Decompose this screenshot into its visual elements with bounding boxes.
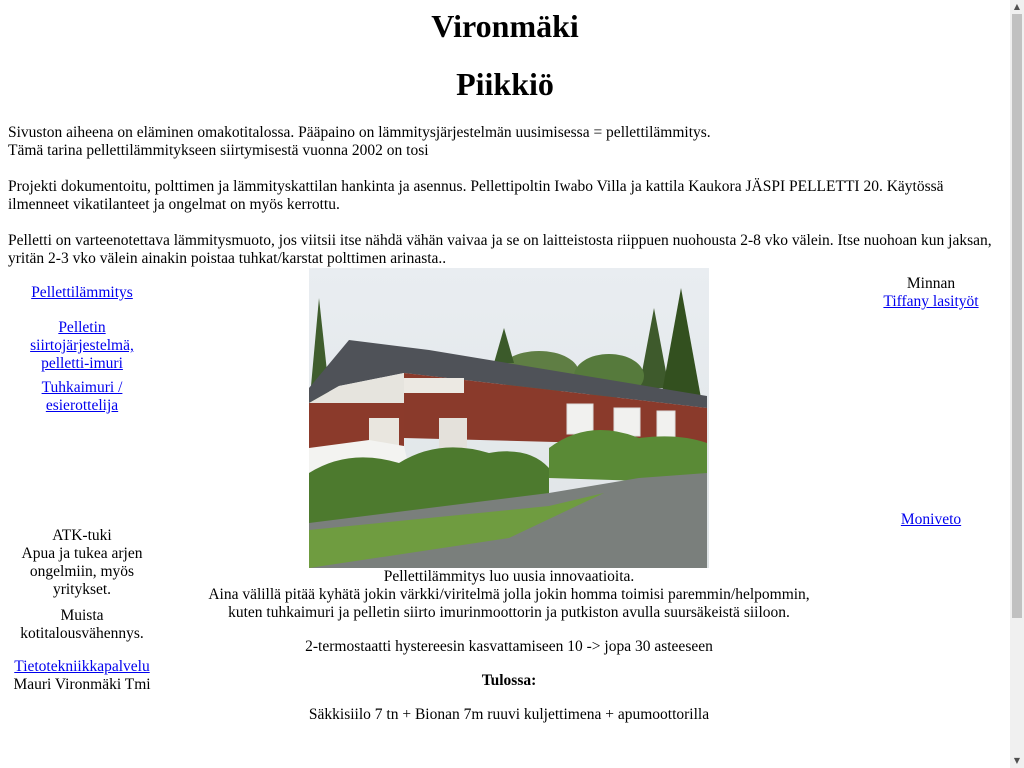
house-photo (309, 268, 709, 568)
link-tiffany-lasityot[interactable]: Tiffany lasityöt (883, 293, 979, 310)
minnan-label: Minnan (906, 275, 956, 292)
intro-text (8, 124, 1003, 286)
left-sidebar (8, 284, 156, 694)
scrollbar-thumb[interactable] (1012, 14, 1022, 618)
photo-caption: Pellettilämmitys luo uusia innovaatioita. (383, 568, 635, 585)
company-name: Mauri Vironmäki Tmi (13, 676, 151, 693)
center-column (200, 268, 818, 724)
intro-line-1: Sivuston aiheena on eläminen omakotitalossa. Pääpaino on lämmitysjärjestelmän uusimisessa = pellettilämmitys. (8, 124, 711, 141)
kotitalousvahennys-note: Muista kotitalousvähennys. (20, 607, 144, 642)
scroll-down-arrow-icon[interactable]: ▼ (1013, 756, 1021, 765)
thermostat-text: 2-termostaatti hystereesin kasvattamiseen 10 -> jopa 30 asteeseen (305, 638, 713, 655)
link-pellettilammitys[interactable]: Pellettilämmitys (31, 284, 133, 301)
innovation-text: Aina välillä pitää kyhätä jokin värkki/viritelmä jolla jokin homma toimisi paremmin/helpommin, kuten tuhkaimuri ja pelletin siirto imurinmoottorin ja putkiston avulla suursäkeistä siiloon. (208, 586, 810, 621)
link-tietotekniikkapalvelu[interactable]: Tietotekniikkapalvelu (14, 658, 150, 675)
atk-title: ATK-tuki (52, 527, 112, 544)
page-subtitle: Piikkiö (456, 66, 554, 102)
sakkisiilo-text: Säkkisiilo 7 tn + Bionan 7m ruuvi kuljettimena + apumoottorilla (308, 706, 710, 723)
scroll-up-arrow-icon[interactable]: ▲ (1013, 2, 1021, 11)
tulossa-heading: Tulossa: (481, 672, 537, 689)
intro-paragraph-2: Projekti dokumentoitu, polttimen ja lämmityskattilan hankinta ja asennus. Pellettipoltin Iwabo Villa ja kattila Kaukora JÄSPI PELLETTI 20. Käytössä ilmenneet vikatilanteet ja ongelmat on myös kerrottu. (8, 178, 944, 213)
vertical-scrollbar[interactable] (1010, 0, 1024, 768)
link-moniveto[interactable]: Moniveto (900, 511, 962, 528)
atk-text: Apua ja tukea arjen ongelmiin, myös yritykset. (21, 545, 143, 598)
right-sidebar (856, 275, 1006, 529)
intro-line-2: Tämä tarina pellettilämmitykseen siirtymisestä vuonna 2002 on tosi (8, 142, 429, 159)
link-tuhkaimuri[interactable]: Tuhkaimuri / esierottelija (41, 379, 123, 414)
intro-paragraph-3: Pelletti on varteenotettava lämmitysmuoto, jos viitsii itse nähdä vähän vaivaa ja se on laitteistosta riippuen nuohousta 2-8 vko välein. Itse nuohoan kun jaksan, yritän 2-3 vko välein ainakin poistaa tuhkat/karstat polttimen arinasta.. (8, 232, 992, 267)
link-siirtojarjestelma[interactable]: Pelletin siirtojärjestelmä, pelletti-imuri (30, 319, 134, 372)
page-title: Vironmäki (431, 8, 579, 44)
